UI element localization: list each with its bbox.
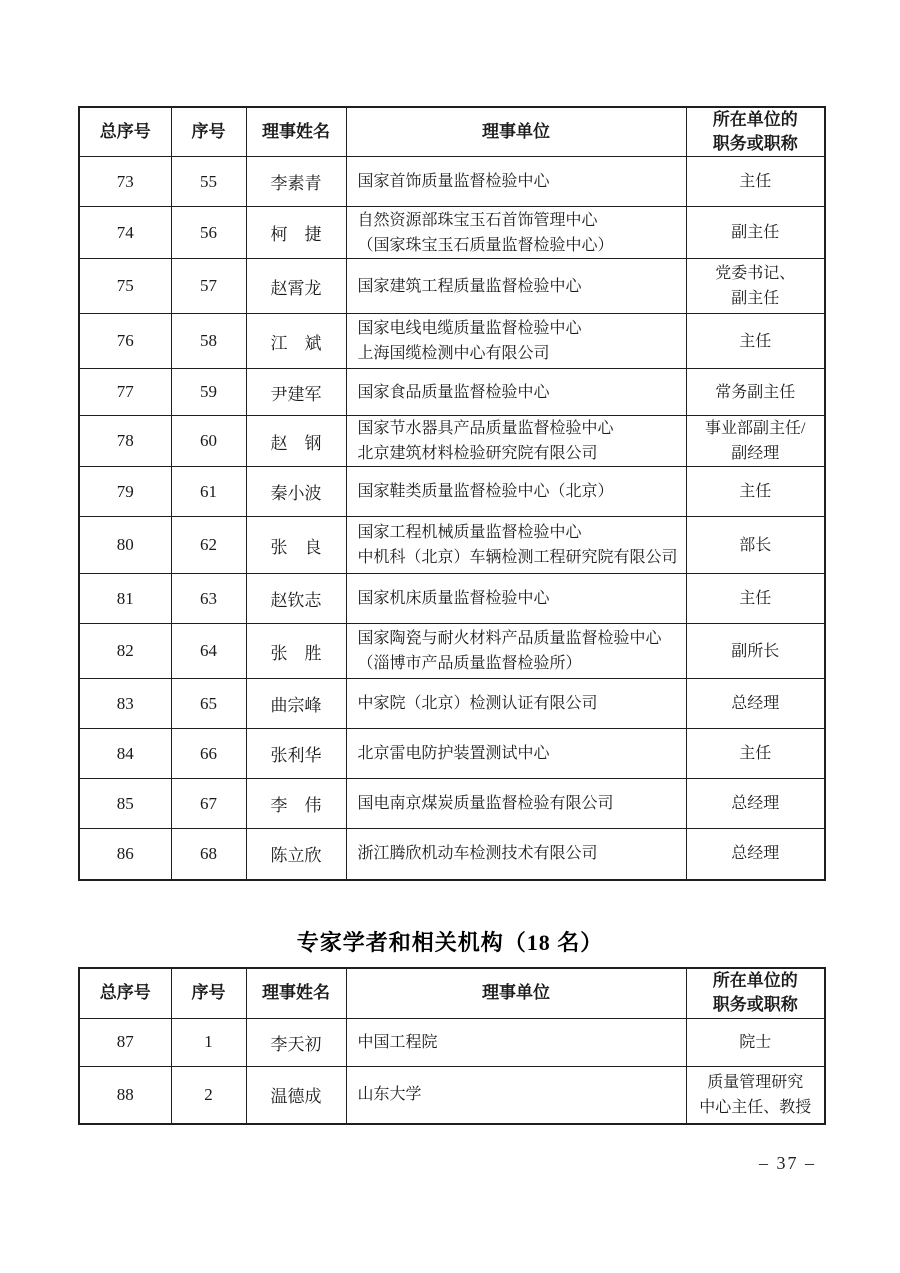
table-row <box>79 369 825 416</box>
unit-line: 中机科（北京）车辆检测工程研究院有限公司 <box>357 549 678 566</box>
cell-position <box>686 369 825 416</box>
cell-name: 温德成 <box>246 1066 346 1124</box>
position-line: 主任 <box>739 590 772 607</box>
position-line: 质量管理研究 <box>707 1073 804 1091</box>
table-row <box>79 517 825 574</box>
position-line: 常务副主任 <box>715 383 796 401</box>
cell-position <box>686 467 825 517</box>
cell-no: 64 <box>171 624 246 679</box>
cell-unit <box>346 416 686 467</box>
position-line: 中心主任、教授 <box>699 1098 812 1116</box>
cell-position <box>686 729 825 779</box>
cell-name: 赵 钢 <box>246 416 346 467</box>
cell-name: 李素青 <box>246 157 346 207</box>
cell-position <box>686 1066 825 1124</box>
header-total-no: 总序号 <box>79 968 171 1018</box>
header-no: 序号 <box>171 107 246 157</box>
position-line: 副主任 <box>731 224 780 241</box>
cell-unit <box>346 829 686 880</box>
header-position-line1: 所在单位的 <box>712 971 798 991</box>
position-line: 事业部副主任/ <box>705 420 806 437</box>
cell-name: 李天初 <box>246 1018 346 1066</box>
cell-position <box>686 1018 825 1066</box>
table-row <box>79 157 825 207</box>
cell-total-no: 80 <box>79 517 171 574</box>
cell-name: 张利华 <box>246 729 346 779</box>
section-title: 专家学者和相关机构（18 名） <box>296 930 604 955</box>
header-name: 理事姓名 <box>246 107 346 157</box>
unit-line: 北京雷电防护装置测试中心 <box>357 745 550 762</box>
position-line: 副经理 <box>731 445 780 462</box>
position-line: 主任 <box>739 483 772 500</box>
cell-position <box>686 574 825 624</box>
position-line: 主任 <box>739 173 772 190</box>
unit-line: 中国工程院 <box>357 1033 438 1051</box>
cell-position <box>686 829 825 880</box>
unit-line: （淄博市产品质量监督检验所） <box>357 655 582 672</box>
unit-line: 国家食品质量监督检验中心 <box>357 383 550 401</box>
cell-name: 曲宗峰 <box>246 679 346 729</box>
unit-line: 中家院（北京）检测认证有限公司 <box>357 695 598 712</box>
cell-total-no: 73 <box>79 157 171 207</box>
cell-unit <box>346 1018 686 1066</box>
position-line: 部长 <box>739 536 772 554</box>
cell-unit <box>346 369 686 416</box>
cell-name: 赵钦志 <box>246 574 346 624</box>
cell-unit <box>346 679 686 729</box>
cell-unit <box>346 729 686 779</box>
header-position-line2: 职务或职称 <box>712 995 798 1015</box>
cell-total-no: 88 <box>79 1066 171 1124</box>
table-row <box>79 624 825 679</box>
cell-unit <box>346 259 686 314</box>
cell-no: 58 <box>171 314 246 369</box>
cell-total-no: 77 <box>79 369 171 416</box>
header-unit: 理事单位 <box>346 107 686 157</box>
cell-unit <box>346 779 686 829</box>
position-line: 总经理 <box>731 795 780 812</box>
header-no: 序号 <box>171 968 246 1018</box>
cell-name: 赵霄龙 <box>246 259 346 314</box>
header-position <box>686 107 825 157</box>
cell-unit <box>346 1066 686 1124</box>
cell-name: 江 斌 <box>246 314 346 369</box>
cell-name: 张 胜 <box>246 624 346 679</box>
cell-name: 秦小波 <box>246 467 346 517</box>
position-line: 院士 <box>739 1033 772 1051</box>
cell-no: 60 <box>171 416 246 467</box>
cell-total-no: 82 <box>79 624 171 679</box>
cell-name: 张 良 <box>246 517 346 574</box>
position-line: 总经理 <box>731 695 780 712</box>
cell-total-no: 81 <box>79 574 171 624</box>
cell-total-no: 85 <box>79 779 171 829</box>
cell-position <box>686 779 825 829</box>
cell-position <box>686 517 825 574</box>
unit-line: 国家鞋类质量监督检验中心（北京） <box>357 483 614 500</box>
cell-total-no: 83 <box>79 679 171 729</box>
position-line: 党委书记、 <box>715 265 796 282</box>
unit-line: 国电南京煤炭质量监督检验有限公司 <box>357 795 614 812</box>
unit-line: 国家首饰质量监督检验中心 <box>357 173 550 190</box>
table-row <box>79 574 825 624</box>
position-line: 副主任 <box>731 290 780 307</box>
unit-line: 国家机床质量监督检验中心 <box>357 590 550 607</box>
unit-line: 上海国缆检测中心有限公司 <box>357 345 550 362</box>
header-position <box>686 968 825 1018</box>
page-number: – 37 – <box>759 1153 816 1173</box>
cell-total-no: 79 <box>79 467 171 517</box>
cell-no: 62 <box>171 517 246 574</box>
cell-total-no: 86 <box>79 829 171 880</box>
header-unit: 理事单位 <box>346 968 686 1018</box>
unit-line: 北京建筑材料检验研究院有限公司 <box>357 445 598 462</box>
cell-position <box>686 207 825 259</box>
cell-unit <box>346 574 686 624</box>
cell-total-no: 84 <box>79 729 171 779</box>
cell-no: 56 <box>171 207 246 259</box>
unit-line: 浙江腾欣机动车检测技术有限公司 <box>357 845 598 863</box>
header-name: 理事姓名 <box>246 968 346 1018</box>
cell-no: 67 <box>171 779 246 829</box>
table-row <box>79 829 825 880</box>
position-line: 主任 <box>739 745 772 762</box>
cell-unit <box>346 207 686 259</box>
position-line: 副所长 <box>731 642 780 660</box>
cell-no: 61 <box>171 467 246 517</box>
directors-table-1 <box>78 106 826 881</box>
cell-unit <box>346 467 686 517</box>
cell-no: 2 <box>171 1066 246 1124</box>
table-row <box>79 779 825 829</box>
cell-total-no: 87 <box>79 1018 171 1066</box>
unit-line: 国家工程机械质量监督检验中心 <box>357 524 582 541</box>
unit-line: 自然资源部珠宝玉石首饰管理中心 <box>357 211 598 229</box>
cell-position <box>686 314 825 369</box>
cell-total-no: 75 <box>79 259 171 314</box>
cell-unit <box>346 517 686 574</box>
cell-position <box>686 624 825 679</box>
cell-unit <box>346 624 686 679</box>
table-row <box>79 467 825 517</box>
cell-name: 尹建军 <box>246 369 346 416</box>
table-header-row <box>79 968 825 1018</box>
cell-position <box>686 259 825 314</box>
cell-no: 65 <box>171 679 246 729</box>
experts-table <box>78 967 826 1125</box>
cell-no: 66 <box>171 729 246 779</box>
unit-line: （国家珠宝玉石质量监督检验中心） <box>357 236 614 254</box>
cell-total-no: 76 <box>79 314 171 369</box>
cell-no: 68 <box>171 829 246 880</box>
table-row <box>79 314 825 369</box>
cell-no: 1 <box>171 1018 246 1066</box>
cell-name: 李 伟 <box>246 779 346 829</box>
unit-line: 国家建筑工程质量监督检验中心 <box>357 277 582 295</box>
unit-line: 山东大学 <box>357 1086 422 1104</box>
cell-total-no: 74 <box>79 207 171 259</box>
cell-no: 63 <box>171 574 246 624</box>
cell-unit <box>346 157 686 207</box>
cell-name: 柯 捷 <box>246 207 346 259</box>
header-position-line1: 所在单位的 <box>712 110 798 129</box>
table-row <box>79 1066 825 1124</box>
header-total-no: 总序号 <box>79 107 171 157</box>
cell-no: 55 <box>171 157 246 207</box>
table-row <box>79 416 825 467</box>
table-row <box>79 259 825 314</box>
unit-line: 国家电线电缆质量监督检验中心 <box>357 320 582 337</box>
cell-unit <box>346 314 686 369</box>
cell-position <box>686 416 825 467</box>
cell-position <box>686 157 825 207</box>
table-row <box>79 1018 825 1066</box>
cell-no: 57 <box>171 259 246 314</box>
cell-total-no: 78 <box>79 416 171 467</box>
header-position-line2: 职务或职称 <box>712 134 798 153</box>
cell-name: 陈立欣 <box>246 829 346 880</box>
unit-line: 国家节水器具产品质量监督检验中心 <box>357 420 614 437</box>
cell-no: 59 <box>171 369 246 416</box>
position-line: 总经理 <box>731 845 780 863</box>
table-row <box>79 207 825 259</box>
cell-position <box>686 679 825 729</box>
position-line: 主任 <box>739 332 772 350</box>
table-row <box>79 729 825 779</box>
table-header-row <box>79 107 825 157</box>
unit-line: 国家陶瓷与耐火材料产品质量监督检验中心 <box>357 630 662 647</box>
table-row <box>79 679 825 729</box>
